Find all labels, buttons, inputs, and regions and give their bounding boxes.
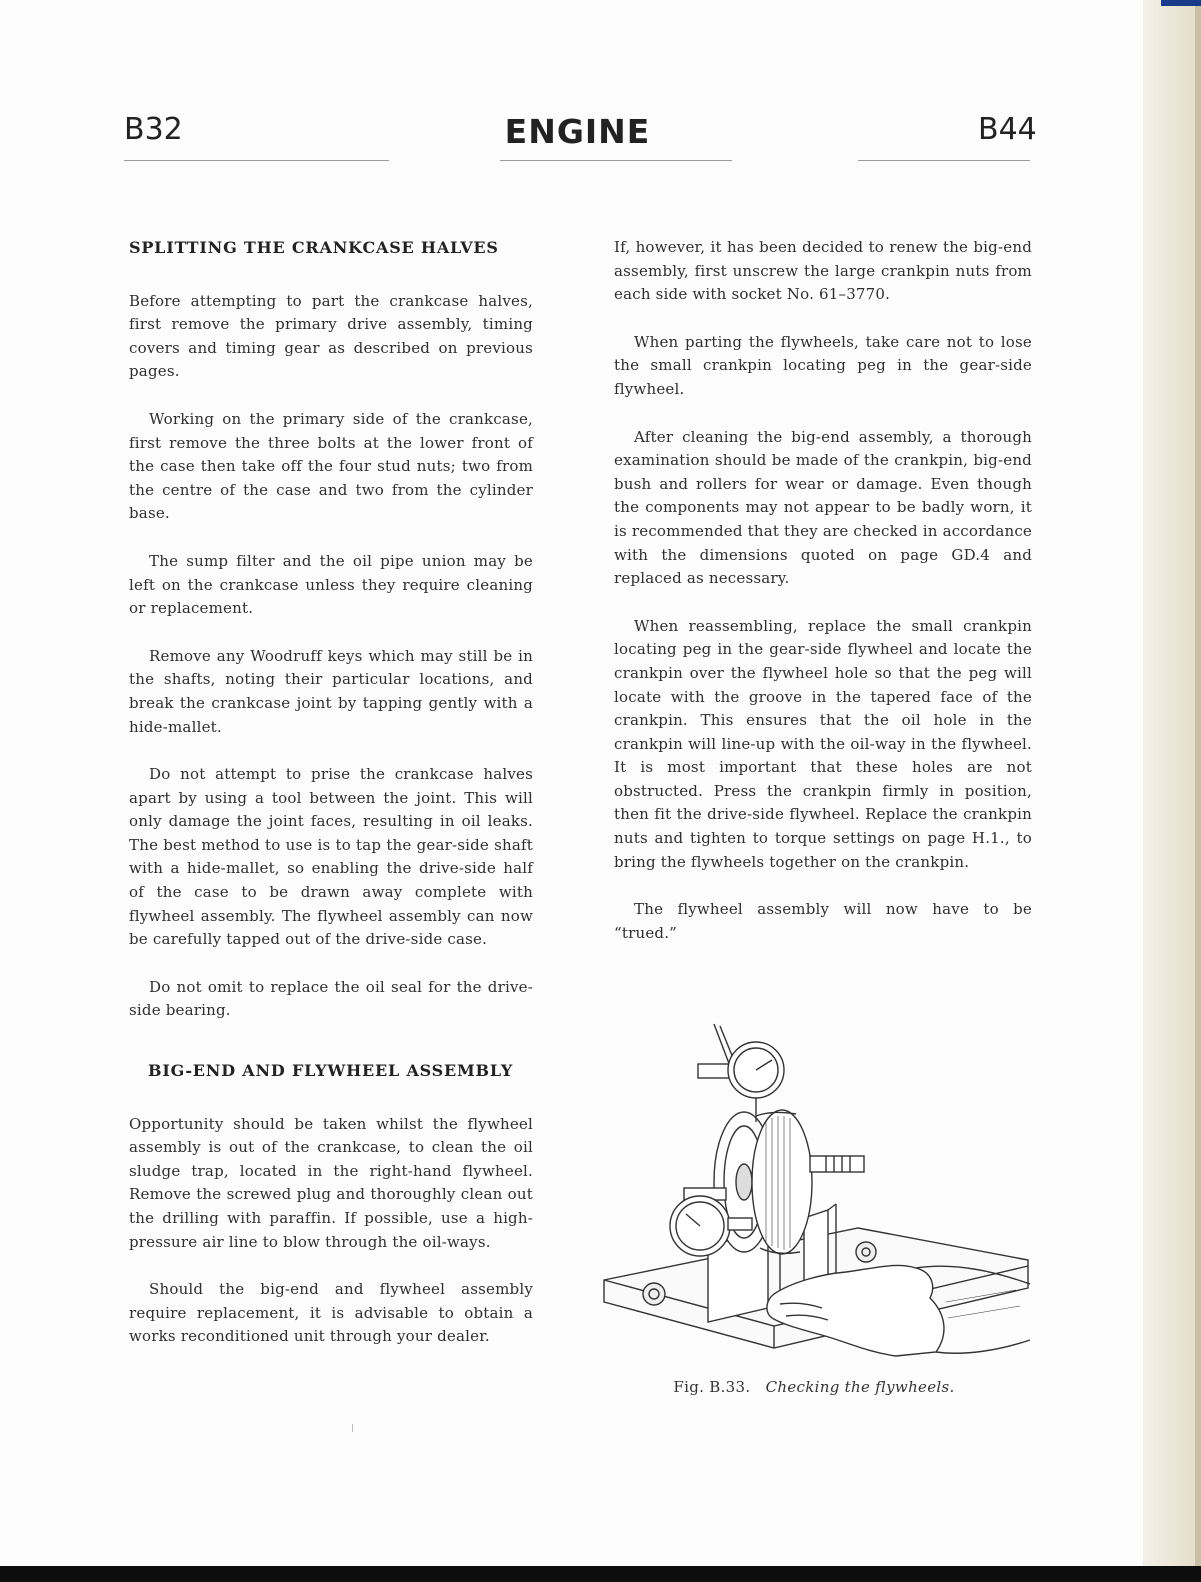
paragraph: Remove any Woodruff keys which may still be in the shafts, noting their particular locations, and break the crankcase joint by tapping gently with a hide-mallet. xyxy=(129,646,533,736)
base-bolt xyxy=(856,1242,876,1262)
paragraph: Do not omit to replace the oil seal for the drive-side bearing. xyxy=(129,977,533,1020)
figure-number: Fig. B.33. xyxy=(673,1378,751,1396)
right-column xyxy=(614,236,1032,969)
header-rule-right xyxy=(858,160,1030,161)
corner-mark xyxy=(1161,0,1201,6)
shaft-right xyxy=(810,1156,864,1172)
scan-bottom-edge xyxy=(0,1566,1201,1582)
figure-caption-text: Checking the flywheels. xyxy=(765,1378,955,1396)
base-bolt xyxy=(643,1283,665,1305)
paragraph: After cleaning the big-end assembly, a thorough examination should be made of the crankpin, big-end bush and rollers for wear or damage. Even though the components may not appear to be badly worn, it is recommended that they are checked in accordance with the dimensions quoted on page GD.4 and replaced as necessary. xyxy=(614,427,1032,588)
page-edge-dark xyxy=(1195,0,1201,1582)
section-heading-splitting: SPLITTING THE CRANKCASE HALVES xyxy=(129,238,499,257)
header-right-code: B44 xyxy=(978,112,1037,147)
left-column xyxy=(129,236,533,1373)
paragraph: Before attempting to part the crankcase halves, first remove the primary drive assembly, timing covers and timing gear as described on previous pages. xyxy=(129,291,533,381)
header-left-code: B32 xyxy=(124,112,183,147)
header-rule-left xyxy=(124,160,389,161)
paragraph: Do not attempt to prise the crankcase halves apart by using a tool between the joint. This will only damage the joint faces, resulting in oil leaks. The best method to use is to tap the gear-side shaft with a hide-mallet, so enabling the drive-side half of the case to be drawn away complete with flywheel assembly. The flywheel assembly can now be carefully tapped out of the drive-side case. xyxy=(129,765,533,949)
paragraph: Opportunity should be taken whilst the flywheel assembly is out of the crankcase, to clean the oil sludge trap, located in the right-hand flywheel. Remove the screwed plug and thoroughly clean out the drilling with paraffin. If possible, use a high-pressure air line to blow through the oil-ways. xyxy=(129,1114,533,1251)
paragraph: When reassembling, replace the small crankpin locating peg in the gear-side flywheel and locate the crankpin over the flywheel hole so that the peg will locate with the groove in the tapered face of the crankpin. This ensures that the oil hole in the crankpin will line-up with the oil-way in the flywheel. It is most important that these holes are not obstructed. Press the crankpin firmly in position, then fit the drive-side flywheel. Replace the crankpin nuts and tighten to torque settings on page H.1., to bring the flywheels together on the crankpin. xyxy=(614,616,1032,871)
paragraph: If, however, it has been decided to renew the big-end assembly, first unscrew the large crankpin nuts from each side with socket No. 61–3770. xyxy=(614,238,1032,304)
page-mark xyxy=(352,1424,353,1432)
section-heading-big-end: BIG-END AND FLYWHEEL ASSEMBLY xyxy=(148,1061,514,1081)
flywheel-right xyxy=(752,1110,812,1254)
header-title: ENGINE xyxy=(504,112,651,151)
page-edge-shadow xyxy=(1143,0,1201,1582)
header-rule-center xyxy=(500,160,732,161)
flywheel-illustration xyxy=(596,1022,1032,1374)
paragraph: The flywheel assembly will now have to be “trued.” xyxy=(614,900,1032,942)
paragraph: Should the big-end and flywheel assembly require replacement, it is advisable to obtain a works reconditioned unit through your dealer. xyxy=(129,1280,533,1346)
figure-caption xyxy=(596,1378,1032,1396)
paragraph: When parting the flywheels, take care not to lose the small crankpin locating peg in the gear-side flywheel. xyxy=(614,332,1032,398)
paragraph: Working on the primary side of the crankcase, first remove the three bolts at the lower front of the case then take off the four stud nuts; two from the centre of the case and two from the cylinder base. xyxy=(129,409,533,523)
paragraph: The sump filter and the oil pipe union may be left on the crankcase unless they require cleaning or replacement. xyxy=(129,551,533,618)
